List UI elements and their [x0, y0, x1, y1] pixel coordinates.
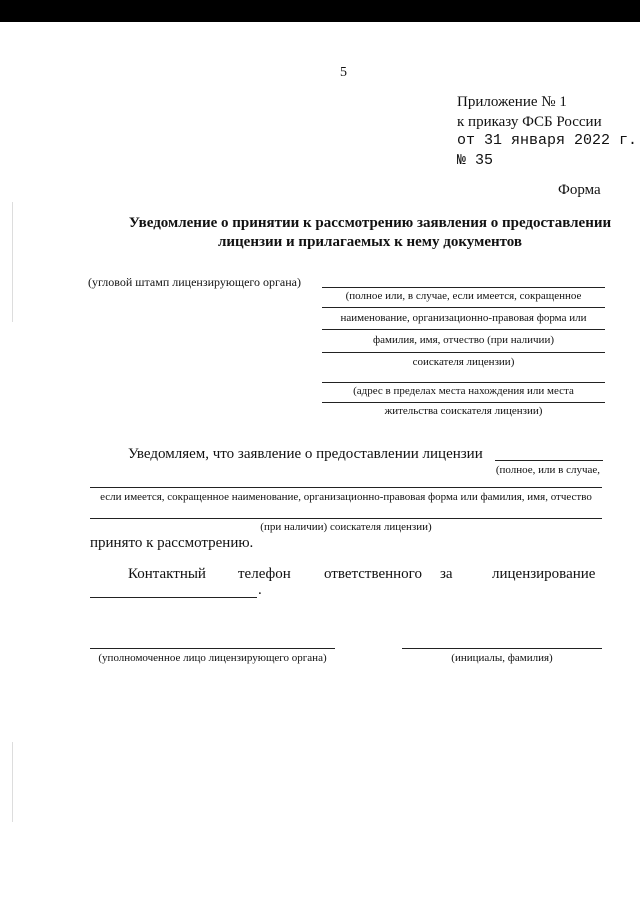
applicant-caption-3: фамилия, имя, отчество (при наличии): [372, 334, 554, 346]
appendix-line-4: № 35: [457, 152, 494, 169]
address-line-1: [322, 382, 605, 383]
contact-word-1: Контактный: [128, 566, 206, 582]
contact-end: .: [258, 582, 262, 598]
document-page: [0, 22, 640, 905]
applicant-caption-4: соискателя лицензии): [412, 356, 515, 368]
contact-word-5: лицензирование: [492, 566, 596, 582]
signature-caption-right: (инициалы, фамилия): [451, 652, 553, 664]
notice-caption-3: (при наличии) соискателя лицензии): [260, 521, 432, 533]
contact-phone-line: [90, 597, 257, 598]
signature-line-left: [90, 648, 335, 649]
document-title-line-1: Уведомление о принятии к рассмотрению заявления о предоставлении: [128, 215, 612, 231]
form-label: Форма: [558, 182, 601, 198]
notice-line-3: [90, 518, 602, 519]
applicant-line-1: [322, 287, 605, 288]
address-caption-1: (адрес в пределах места нахождения или места: [353, 385, 574, 397]
address-caption-2: жительства соискателя лицензии): [384, 405, 543, 417]
signature-caption-left: (уполномоченное лицо лицензирующего органа): [98, 652, 327, 664]
document-title-line-2: лицензии и прилагаемых к нему документов: [217, 234, 523, 250]
scan-margin-mark: [12, 742, 13, 822]
accepted-text: принято к рассмотрению.: [90, 535, 254, 551]
contact-word-2: телефон: [238, 566, 291, 582]
notice-line-2: [90, 487, 602, 488]
notice-caption-1: (полное, или в случае,: [495, 464, 600, 476]
appendix-line-3: от 31 января 2022 г.: [457, 132, 638, 149]
applicant-caption-2: наименование, организационно-правовая форма или: [340, 312, 587, 324]
notice-caption-2: если имеется, сокращенное наименование, организационно-правовая форма или фамилия, имя, отчество: [100, 491, 592, 503]
scan-margin-mark: [12, 202, 13, 322]
notice-blank-line: [495, 460, 603, 461]
contact-word-3: ответственного: [324, 566, 422, 582]
applicant-line-4: [322, 352, 605, 353]
applicant-caption-1: (полное или, в случае, если имеется, сокращенное: [345, 290, 582, 302]
applicant-line-2: [322, 307, 605, 308]
appendix-line-2: к приказу ФСБ России: [457, 114, 602, 130]
contact-word-4: за: [440, 566, 453, 582]
notice-text: Уведомляем, что заявление о предоставлении лицензии: [128, 446, 483, 462]
applicant-line-3: [322, 329, 605, 330]
stamp-label: (угловой штамп лицензирующего органа): [88, 275, 302, 289]
appendix-line-1: Приложение № 1: [457, 94, 567, 110]
page-number: 5: [340, 65, 347, 80]
address-line-2: [322, 402, 605, 403]
signature-line-right: [402, 648, 602, 649]
